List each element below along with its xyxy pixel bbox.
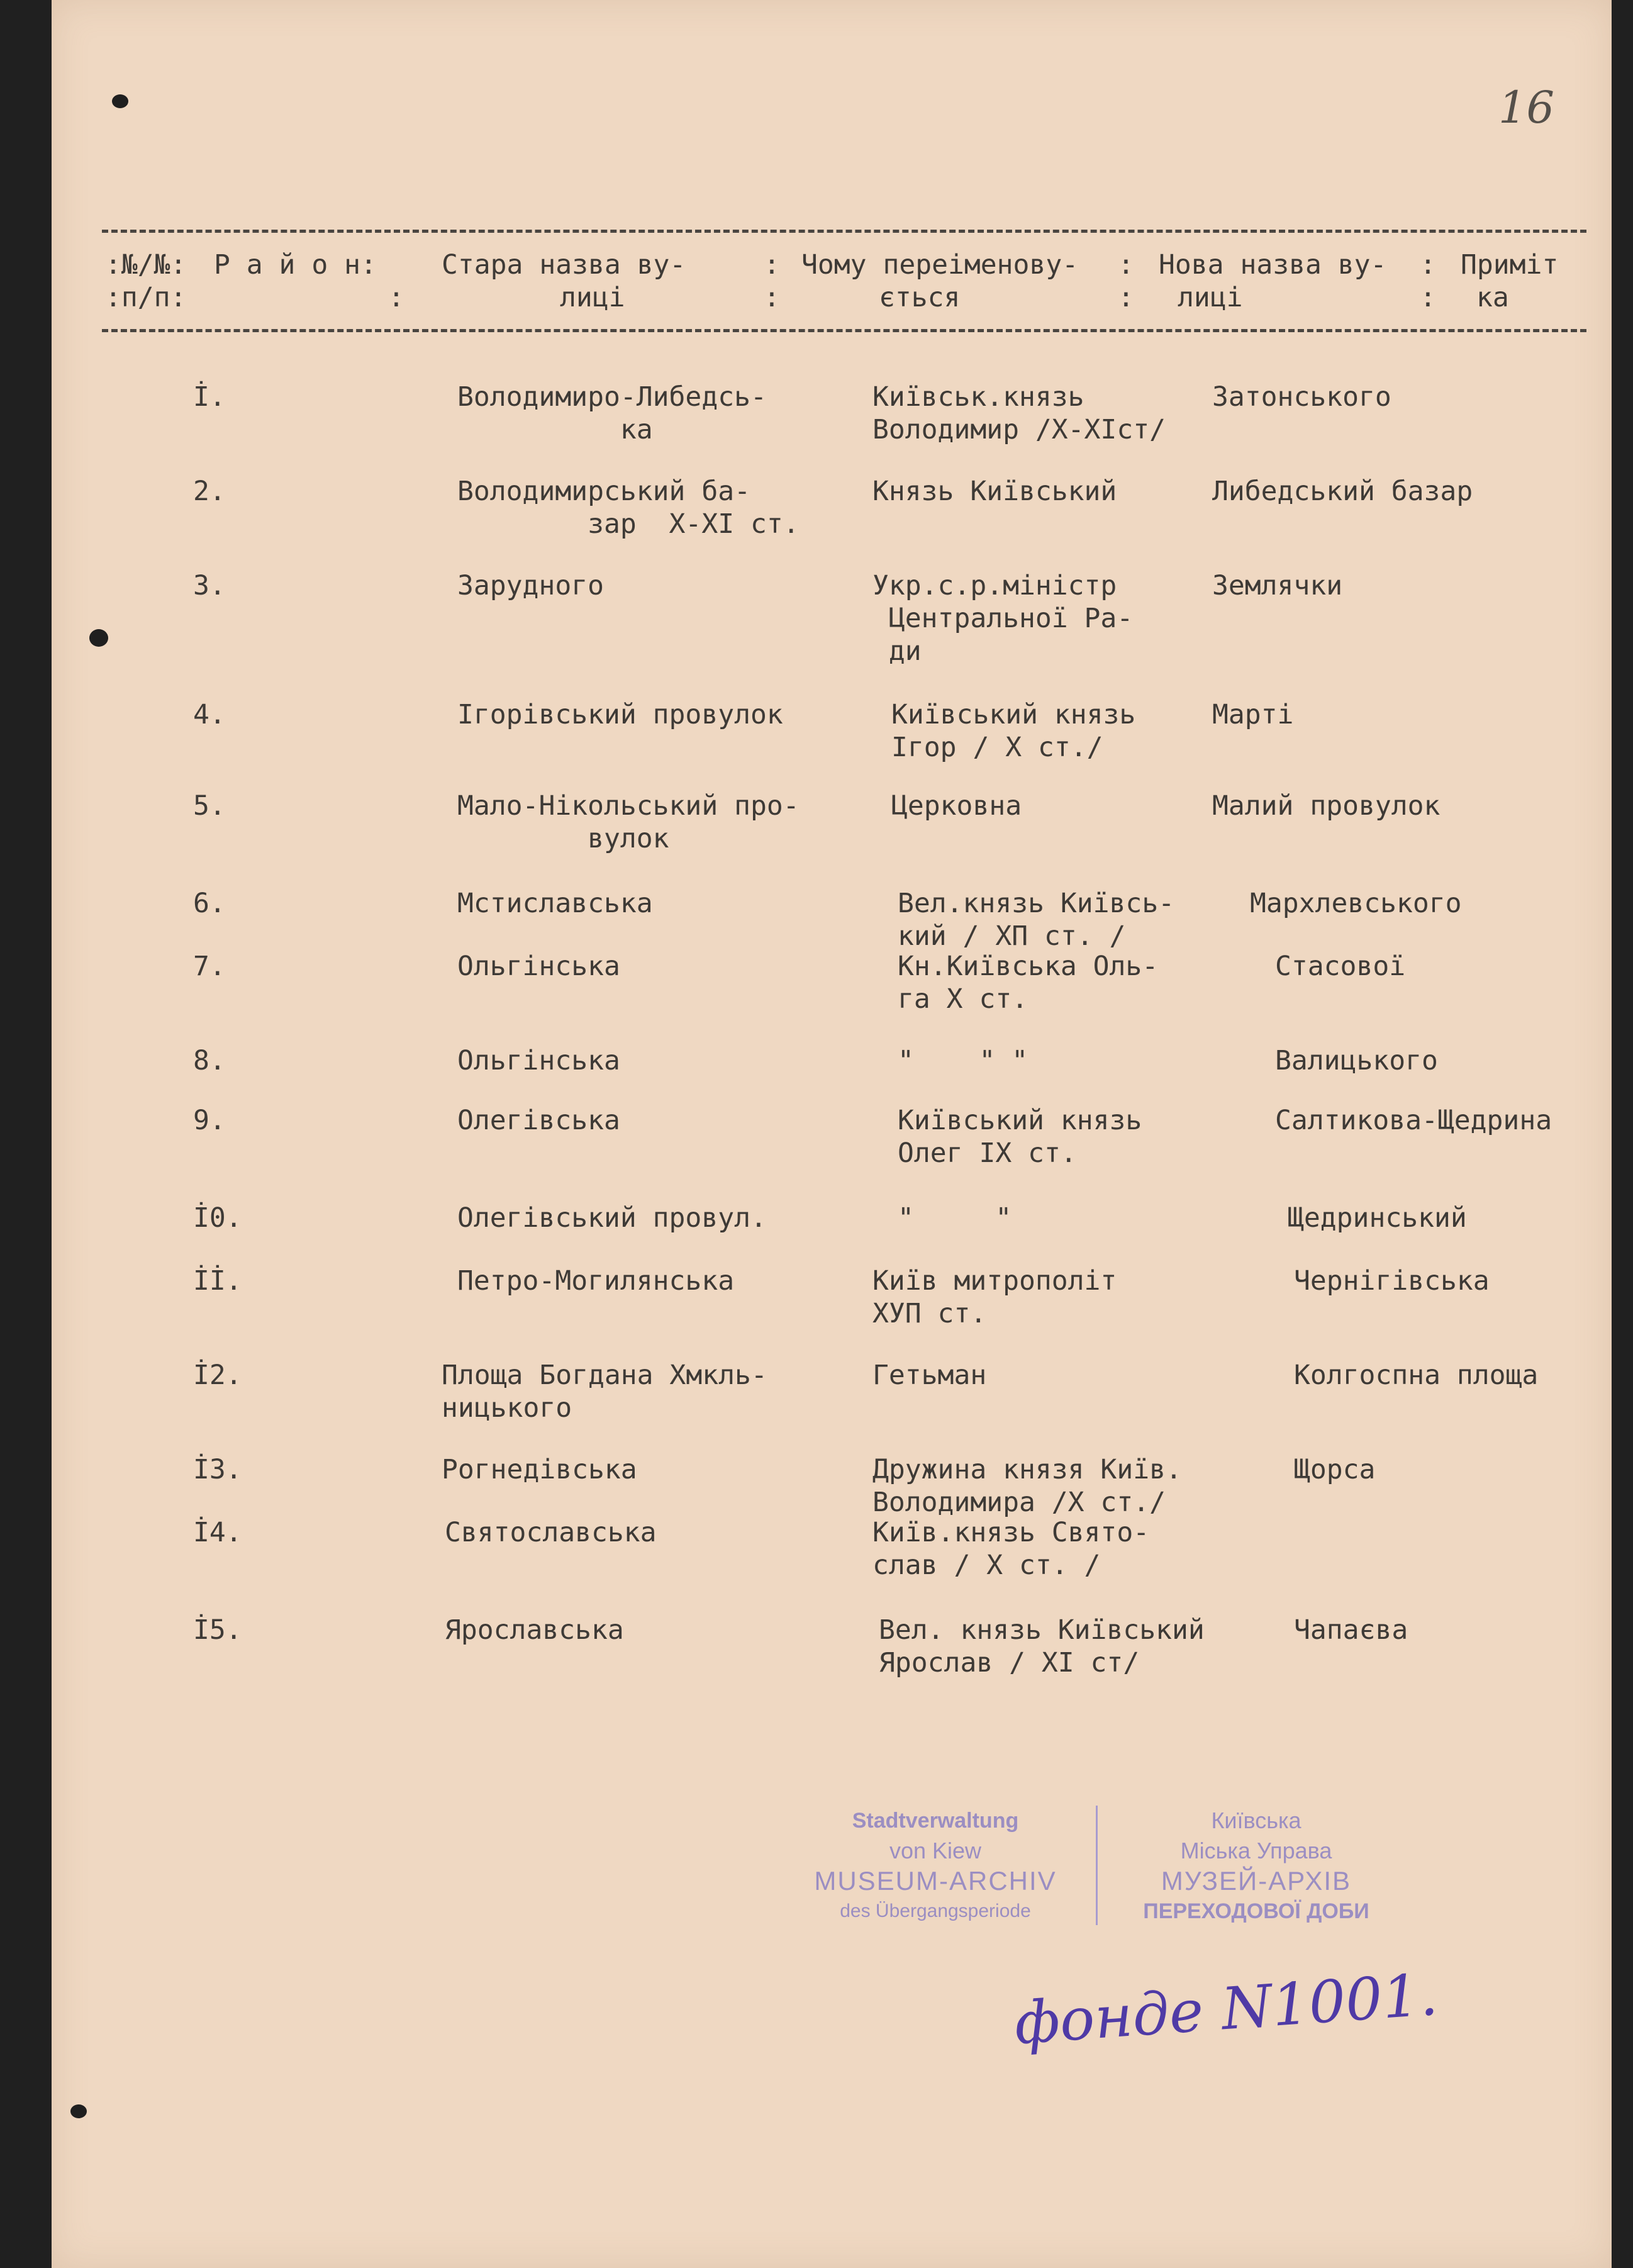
page-number: 16 (1498, 82, 1555, 133)
header-new-name-2: лиці (1178, 282, 1243, 313)
row-number: 9. (193, 1105, 226, 1136)
header-old-name-2: лиці (560, 282, 625, 313)
old-street-name: Петро-Могилянська (457, 1265, 735, 1297)
rename-reason: Центральної Ра- (872, 603, 1134, 634)
rename-reason: Церковна (891, 790, 1022, 822)
new-street-name: Валицького (1275, 1045, 1438, 1076)
rename-reason: Укр.с.р.міністр (872, 570, 1117, 601)
row-number: 3. (193, 570, 226, 601)
stamp-line: von Kiew (889, 1838, 982, 1863)
old-street-name: Володимирський ба- (457, 476, 750, 507)
rename-reason: Дружина князя Київ. (872, 1454, 1182, 1485)
old-street-name: Мало-Нікольський про- (457, 790, 800, 822)
new-street-name: Марті (1212, 699, 1294, 730)
header-old-name-1: Стара назва ву- (442, 249, 686, 281)
rename-reason: Володимира /X ст./ (872, 1487, 1166, 1518)
header-district-2: : (388, 282, 404, 313)
rename-reason: Київськ.князь (872, 381, 1084, 413)
old-street-name: Олегівський провул. (457, 1202, 767, 1234)
row-number: İ. (193, 381, 226, 413)
row-number: 2. (193, 476, 226, 507)
rename-reason: кий / XП ст. / (898, 920, 1126, 952)
header-bottom-rule (102, 329, 1586, 332)
stamp-divider (1096, 1806, 1098, 1925)
ink-speck (112, 94, 128, 108)
row-number: İİ. (193, 1265, 242, 1297)
row-number: İ0. (193, 1202, 242, 1234)
row-number: 4. (193, 699, 226, 730)
old-street-name: ницького (442, 1392, 572, 1424)
rename-reason: Вел. князь Київський (879, 1614, 1205, 1646)
stamp-line: Міська Управа (1180, 1838, 1332, 1863)
new-street-name: Затонського (1212, 381, 1391, 413)
rename-reason: Кн.Київська Оль- (898, 951, 1159, 982)
old-street-name: Олегівська (457, 1105, 620, 1136)
old-street-name: вулок (457, 823, 669, 854)
old-street-name: Ольгінська (457, 951, 620, 982)
header-colon-3b: : (1420, 282, 1436, 313)
rename-reason: Олег ІX ст. (898, 1137, 1077, 1169)
rename-reason: Гетьман (872, 1360, 987, 1391)
rename-reason: слав / X ст. / (872, 1550, 1101, 1581)
rename-reason: Київський князь (891, 699, 1136, 730)
old-street-name: Ольгінська (457, 1045, 620, 1076)
rename-reason: " " " (898, 1045, 1028, 1076)
new-street-name: Либедський базар (1212, 476, 1473, 507)
header-colon-2b: : (1118, 282, 1134, 313)
old-street-name: Рогнедівська (442, 1454, 637, 1485)
stamp-line: Stadtverwaltung (852, 1809, 1019, 1833)
row-number: İ2. (193, 1360, 242, 1391)
row-number: 6. (193, 888, 226, 919)
row-number: 8. (193, 1045, 226, 1076)
new-street-name: Салтикова-Щедрина (1275, 1105, 1552, 1136)
header-reason-1: Чому переіменову- (801, 249, 1079, 281)
new-street-name: Землячки (1212, 570, 1343, 601)
handwritten-fond-note: фонде N1001. (1012, 1960, 1440, 2058)
stamp-line: МУЗЕЙ-АРХІВ (1161, 1866, 1352, 1896)
new-street-name: Щорса (1294, 1454, 1376, 1485)
new-street-name: Стасової (1275, 951, 1406, 982)
header-new-name-1: Нова назва ву- (1159, 249, 1387, 281)
new-street-name: Колгоспна площа (1294, 1360, 1539, 1391)
old-street-name: Ігорівський провулок (457, 699, 783, 730)
old-street-name: Мстиславська (457, 888, 653, 919)
ink-speck (70, 2104, 87, 2118)
document-page (52, 0, 1612, 2268)
rename-reason: ди (872, 635, 922, 667)
rename-reason: Київський князь (898, 1105, 1142, 1136)
header-note-2: ка (1476, 282, 1509, 313)
new-street-name: Малий провулок (1212, 790, 1441, 822)
row-number: İ4. (193, 1517, 242, 1548)
archive-stamp (788, 1806, 1404, 1931)
row-number: İ3. (193, 1454, 242, 1485)
new-street-name: Щедринський (1288, 1202, 1467, 1234)
rename-reason: " " (898, 1202, 1012, 1234)
header-num-1: :№/№: (105, 249, 187, 281)
old-street-name: Святославська (445, 1517, 657, 1548)
ink-speck (89, 629, 108, 647)
old-street-name: ка (457, 414, 653, 445)
rename-reason: Київ.князь Свято- (872, 1517, 1150, 1548)
header-reason-2: ється (879, 282, 961, 313)
stamp-german (788, 1806, 1083, 1926)
stamp-line: ПЕРЕХОДОВОЇ ДОБИ (1143, 1899, 1369, 1923)
new-street-name: Чапаєва (1294, 1614, 1408, 1646)
row-number: İ5. (193, 1614, 242, 1646)
stamp-line: MUSEUM-ARCHIV (814, 1866, 1057, 1896)
old-street-name: Площа Богдана Хмкль- (442, 1360, 767, 1391)
rename-reason: ХУП ст. (872, 1298, 987, 1329)
header-colon-1b: : (764, 282, 780, 313)
header-colon-1a: : (764, 249, 780, 281)
rename-reason: Володимир /X-XIст/ (872, 414, 1166, 445)
header-top-rule (102, 230, 1586, 233)
rename-reason: Князь Київський (872, 476, 1117, 507)
header-colon-2a: : (1118, 249, 1134, 281)
header-colon-3a: : (1420, 249, 1436, 281)
rename-reason: га X ст. (898, 983, 1028, 1015)
old-street-name: Зарудного (457, 570, 604, 601)
stamp-line: des Übergangsperiode (840, 1901, 1031, 1921)
old-street-name: зар X-XI ст. (457, 508, 800, 540)
header-district-1: Р а й о н: (214, 249, 377, 281)
old-street-name: Володимиро-Либедсь- (457, 381, 767, 413)
old-street-name: Ярославська (445, 1614, 624, 1646)
rename-reason: Київ митрополіт (872, 1265, 1117, 1297)
new-street-name: Чернігівська (1294, 1265, 1490, 1297)
rename-reason: Вел.князь Київсь- (898, 888, 1175, 919)
new-street-name: Мархлевського (1250, 888, 1462, 919)
header-num-2: :п/п: (105, 282, 187, 313)
stamp-line: Київська (1211, 1807, 1301, 1833)
rename-reason: Ігор / X ст./ (891, 732, 1103, 763)
row-number: 7. (193, 951, 226, 982)
stamp-ukrainian (1108, 1806, 1404, 1926)
row-number: 5. (193, 790, 226, 822)
header-note-1: Приміт (1461, 249, 1559, 281)
rename-reason: Ярослав / XI ст/ (879, 1647, 1140, 1679)
